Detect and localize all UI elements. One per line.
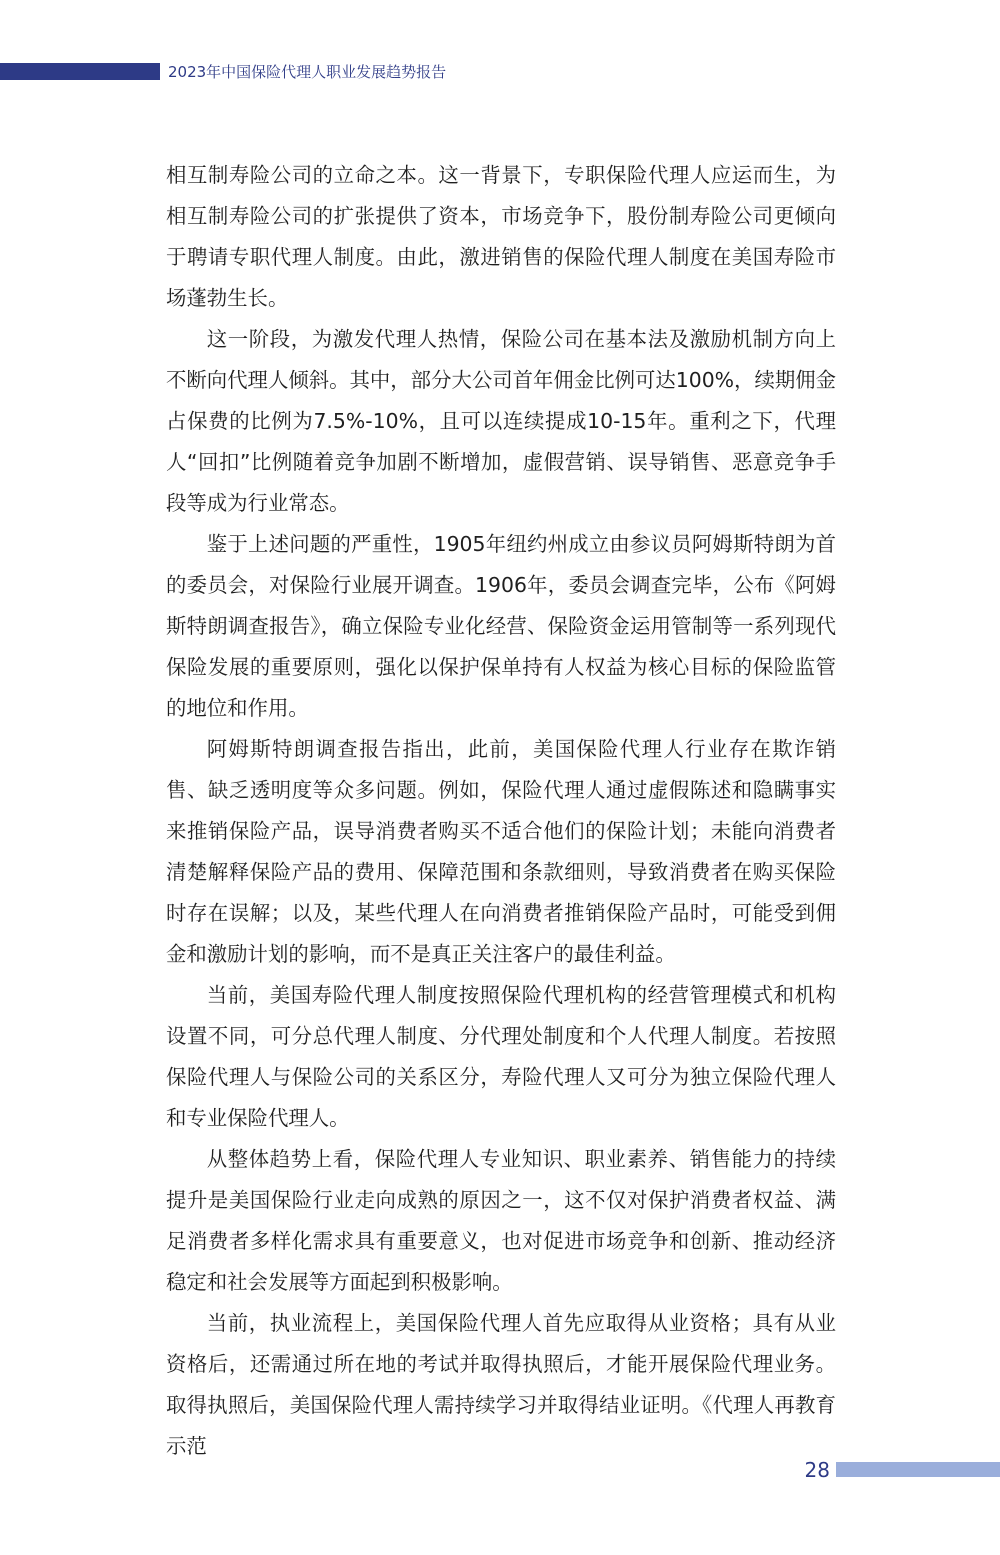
paragraph: 这一阶段，为激发代理人热情，保险公司在基本法及激励机制方向上不断向代理人倾斜。其中，部分大公司首年佣金比例可达100%，续期佣金占保费的比例为7.5%-10%，且可以连续提成10-15年。重利之下，代理人“回扣”比例随着竞争加剧不断增加，虚假营销、误导销售、恶意竞争手段等成为行业常态。 xyxy=(166,327,837,515)
paragraph: 当前，执业流程上，美国保险代理人首先应取得从业资格；具有从业资格后，还需通过所在地的考试并取得执照后，才能开展保险代理业务。取得执照后，美国保险代理人需持续学习并取得结业证明。《代理人再教育示范 xyxy=(166,1311,836,1458)
paragraph-continuation: 相互制寿险公司的立命之本。这一背景下，专职保险代理人应运而生，为相互制寿险公司的扩张提供了资本，市场竞争下，股份制寿险公司更倾向于聘请专职代理人制度。由此，激进销售的保险代理人制度在美国寿险市场蓬勃生长。 xyxy=(166,163,836,310)
page-number: 28 xyxy=(804,1458,830,1482)
header-accent-bar xyxy=(0,63,160,80)
paragraph: 阿姆斯特朗调查报告指出，此前，美国保险代理人行业存在欺诈销售、缺乏透明度等众多问题。例如，保险代理人通过虚假陈述和隐瞒事实来推销保险产品，误导消费者购买不适合他们的保险计划；未能向消费者清楚解释保险产品的费用、保障范围和条款细则，导致消费者在购买保险时存在误解；以及，某些代理人在向消费者推销保险产品时，可能受到佣金和激励计划的影响，而不是真正关注客户的最佳利益。 xyxy=(166,737,836,966)
footer-accent-bar xyxy=(836,1462,1000,1477)
body-text xyxy=(166,155,836,1467)
paragraph: 当前，美国寿险代理人制度按照保险代理机构的经营管理模式和机构设置不同，可分总代理人制度、分代理处制度和个人代理人制度。若按照保险代理人与保险公司的关系区分，寿险代理人又可分为独立保险代理人和专业保险代理人。 xyxy=(166,983,836,1130)
paragraph: 从整体趋势上看，保险代理人专业知识、职业素养、销售能力的持续提升是美国保险行业走向成熟的原因之一，这不仅对保护消费者权益、满足消费者多样化需求具有重要意义，也对促进市场竞争和创新、推动经济稳定和社会发展等方面起到积极影响。 xyxy=(166,1147,836,1294)
paragraph: 鉴于上述问题的严重性，1905年纽约州成立由参议员阿姆斯特朗为首的委员会，对保险行业展开调查。1906年，委员会调查完毕，公布《阿姆斯特朗调查报告》，确立保险专业化经营、保险资金运用管制等一系列现代保险发展的重要原则，强化以保护保单持有人权益为核心目标的保险监管的地位和作用。 xyxy=(166,532,836,720)
report-title: 2023年中国保险代理人职业发展趋势报告 xyxy=(168,63,447,81)
